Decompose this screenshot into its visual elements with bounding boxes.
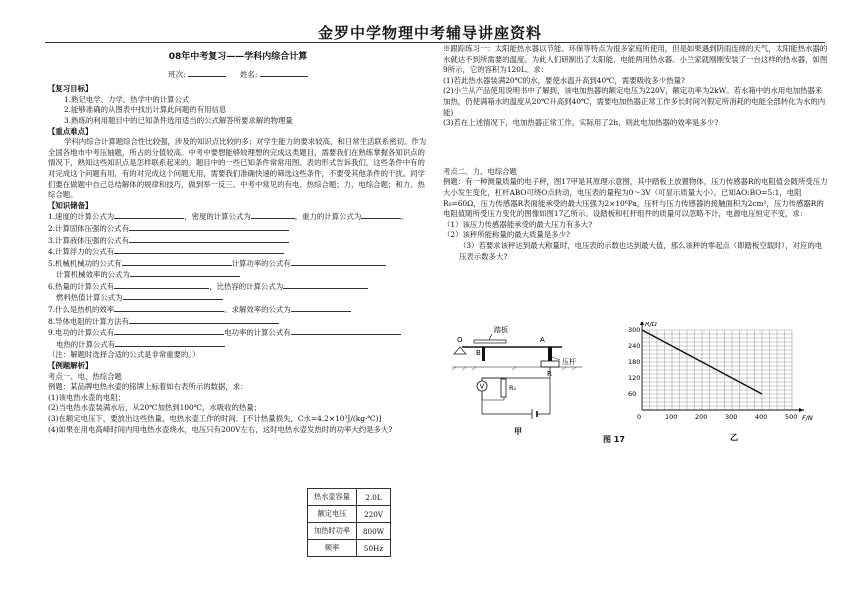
- resistor-label: R₀: [509, 384, 517, 392]
- knowledge-item-1: 1.速度的计算公式为 ，密度的计算公式为 ，重力的计算公式为 。: [48, 212, 409, 222]
- goal-item: 2.能够准确的从图表中找出计算此问题的有用信息: [64, 105, 227, 115]
- figure-jia-label: 甲: [514, 427, 522, 436]
- figure-yi-label: 乙: [730, 433, 738, 442]
- example-question: (1)该电热水壶的电阻；: [48, 392, 125, 402]
- knowledge-item-6: 6.热量的计算公式有 ，比热容的计算公式为: [48, 281, 428, 293]
- example-question: (3)在额定电压下，要放出这些热量，电热水壶工作的时间．[不计热量损失，C水=4.2×10³J/(kg·℃)]: [48, 414, 382, 423]
- y-tick-label: 240: [628, 342, 641, 350]
- x-tick-label: 500: [785, 413, 798, 421]
- y-axis-label: R/Ω: [645, 322, 657, 328]
- example-2-text: 例题：有一种测量质量的电子秤，图17甲是其原理示意图，其中踏板上放置物体，压力传感器R的电阻值会随所受压力大小发生变化，杠杆ABO可绕O点转动，电压表的量程为0～3V（可显示质量大小）。已知AO:BO=5:1，电阻R₀=60Ω，压力传感器R表面能承受的最大压强为2×10⁶Pa，压杆与压力传感器的接触面积为2cm²，压力传感器R的电阻值随所受压力变化的图像如图17乙所示。设踏板和杠杆组件的质量可以忽略不计，电源电压恒定不变，求：: [443, 177, 828, 219]
- knowledge-heading: 【知识储备】: [48, 200, 93, 210]
- example-question: (2)当电热水壶装满水后，从20℃加热到100℃，水吸收的热量；: [48, 403, 262, 413]
- example-2-question: （2）该秤所能称量的最大质量是多少?: [443, 230, 570, 240]
- figure-caption: 图 17: [603, 435, 625, 444]
- table-row: 热水壶容量 2.0L: [308, 489, 391, 506]
- x-tick-label: 200: [695, 413, 708, 421]
- y-tick-label: 120: [628, 374, 641, 382]
- knowledge-item-4: 4.计算浮力的公式有: [48, 246, 428, 258]
- knowledge-item-9: 9.电功的计算公式有 电功率的计算公式有: [48, 327, 428, 339]
- knowledge-item-6b: 燃料热值计算公式为: [48, 292, 428, 304]
- follow-up-question: (1)若此热水器装满20℃的水，要使水温升高到40℃，需要吸收多少热量?: [443, 75, 685, 85]
- pedal-label: 踏板: [494, 326, 508, 334]
- note-text: （注：解题时选择合适的公式是非常重要的。）: [48, 350, 200, 360]
- knowledge-item-9b: 电热的计算公式有: [48, 339, 428, 351]
- class-name-line: [48, 69, 428, 81]
- point-a-label: A: [540, 336, 545, 344]
- key-paragraph: 学科内综合计算题综合性比较强，涉及的知识点比较的多；对学生能力的要求较高，和日常生活联系密切。作为全国各地市中考压轴题，所占的分值较高。中考中要想能够较理想的完成这类题目，需要我们在熟练掌握各知识点的情况下，熟知这些知识点是怎样联系起来的。题目中的一些已知条件常常用图、表的形式告诉我们，这些条件中有的对完成这个问题有用，有的对完成这个问题无用，需要我们准确快速的筛选这些条件，不要受其他条件的干扰。同学们要在做题中自己总结解体的规律和技巧，做到举一反三。中考中常见的有电、热综合题；力、电综合题；和力、热综合题。: [48, 137, 427, 200]
- class-blank: [188, 69, 226, 77]
- name-label: 姓名:: [240, 69, 258, 79]
- name-blank: [260, 69, 308, 77]
- resistor-r0: [501, 379, 506, 397]
- y-tick-label: 300: [628, 326, 641, 334]
- table-row: 额定电压 220V: [308, 506, 391, 523]
- example-heading: 【例题解析】: [48, 361, 93, 371]
- knowledge-item-5b: 计算机械效率的公式为: [48, 269, 428, 281]
- topic-2: 考点二、力、电综合题: [443, 166, 517, 176]
- y-tick-label: 60: [628, 390, 637, 398]
- table-row: 频率 50Hz: [308, 540, 391, 557]
- circuit-diagram: [452, 322, 632, 442]
- rod-label: 压杆: [562, 358, 576, 366]
- class-label: 班次:: [168, 69, 186, 79]
- x-tick-label: 400: [755, 413, 768, 421]
- key-heading: 【重点难点】: [48, 126, 93, 136]
- example-2-question: （1）该压力传感器能承受的最大压力有多大?: [443, 219, 593, 229]
- knowledge-item-3: 3.计算液体压强的公式有: [48, 235, 428, 247]
- table-row: 加热时功率 800W: [308, 523, 391, 540]
- y-tick-label: 180: [628, 358, 641, 366]
- x-tick-label: 100: [665, 413, 678, 421]
- x-axis-arrow: [799, 408, 804, 412]
- follow-up-question: (2)小兰从产品使用说明书中了解到，该电加热器的额定电压为220V，额定功率为2kW。若水箱中的水用电加热器来加热，仍使满箱水的温度从20℃升高到40℃，需要电加热器正常工作多长时间?(假定所消耗的电能全部转化为水的内能): [443, 86, 826, 117]
- goal-item: 1.熟记电学、力学、热学中的计算公式: [64, 94, 190, 104]
- right-column: [443, 44, 828, 262]
- resistance-force-chart: [622, 322, 822, 447]
- pressure-sensor: [541, 361, 559, 367]
- header-rule: [45, 42, 825, 43]
- spec-table: [307, 488, 391, 557]
- topic-1: 考点一、电、热综合题: [48, 371, 122, 381]
- pivot: [454, 347, 466, 354]
- header-title: 金罗中学物理中考辅导讲座资料: [317, 24, 542, 42]
- knowledge-item-5: 5.机械机械功的公式有 计算功率的公式有: [48, 258, 428, 270]
- goal-item: 3.熟练的利用题目中的已知条件选用适当的公式解答所要求解的物理量: [64, 115, 293, 125]
- x-tick-label: 0: [637, 413, 642, 421]
- knowledge-item-2: 2.计算固体压强的公式有: [48, 223, 428, 235]
- example-intro: 例题：某品牌电热水壶的铭牌上标着如右表所示的数据，求：: [48, 382, 248, 392]
- x-tick-label: 300: [725, 413, 738, 421]
- pedal-plate: [474, 340, 506, 343]
- point-b-label: B: [476, 349, 481, 357]
- example-2-question: （3）若要求该秤达到最大称量时，电压表的示数也达到最大值，那么该秤的零起点（即踏板空载时），对应的电压表示数多大?: [459, 240, 823, 261]
- point-o-label: O: [457, 336, 463, 344]
- press-rod: [548, 347, 552, 361]
- left-column: [48, 50, 428, 435]
- follow-up-intro: ※跟踪练习一：太阳能热水器以节能、环保等特点为很多家庭所使用，但是如果遇到阴雨连绵的天气，太阳能热水器的水就达不到所需要的温度。为此人们研制出了太阳能、电能两用热水器。小兰家就刚刚安装了一台这样的热水器，如图9所示，它的容积为120L。求：: [443, 44, 828, 75]
- example-question: (4)如果在用电高峰时间内用电热水壶烧水，电压只有200V左右，这时电热水壶发热时的功率大约是多大?: [48, 424, 393, 434]
- knowledge-item-7: 7.什么是热机的效率 。求解效率的公式为: [48, 304, 428, 316]
- goals-heading: 【复习目标】: [48, 84, 93, 94]
- x-axis-label: F/N: [802, 414, 813, 422]
- y-axis-arrow: [640, 322, 644, 325]
- sensor-label: R: [547, 370, 552, 378]
- knowledge-item-8: 8.导体电阻的计算方法有: [48, 316, 428, 328]
- doc-title: 08年中考复习——学科内综合计算: [168, 52, 308, 62]
- voltmeter-label: V: [479, 382, 485, 391]
- follow-up-question: (3)若在上述情况下，电加热器正常工作，实际用了2h，则此电加热器的效率是多少?: [443, 118, 719, 128]
